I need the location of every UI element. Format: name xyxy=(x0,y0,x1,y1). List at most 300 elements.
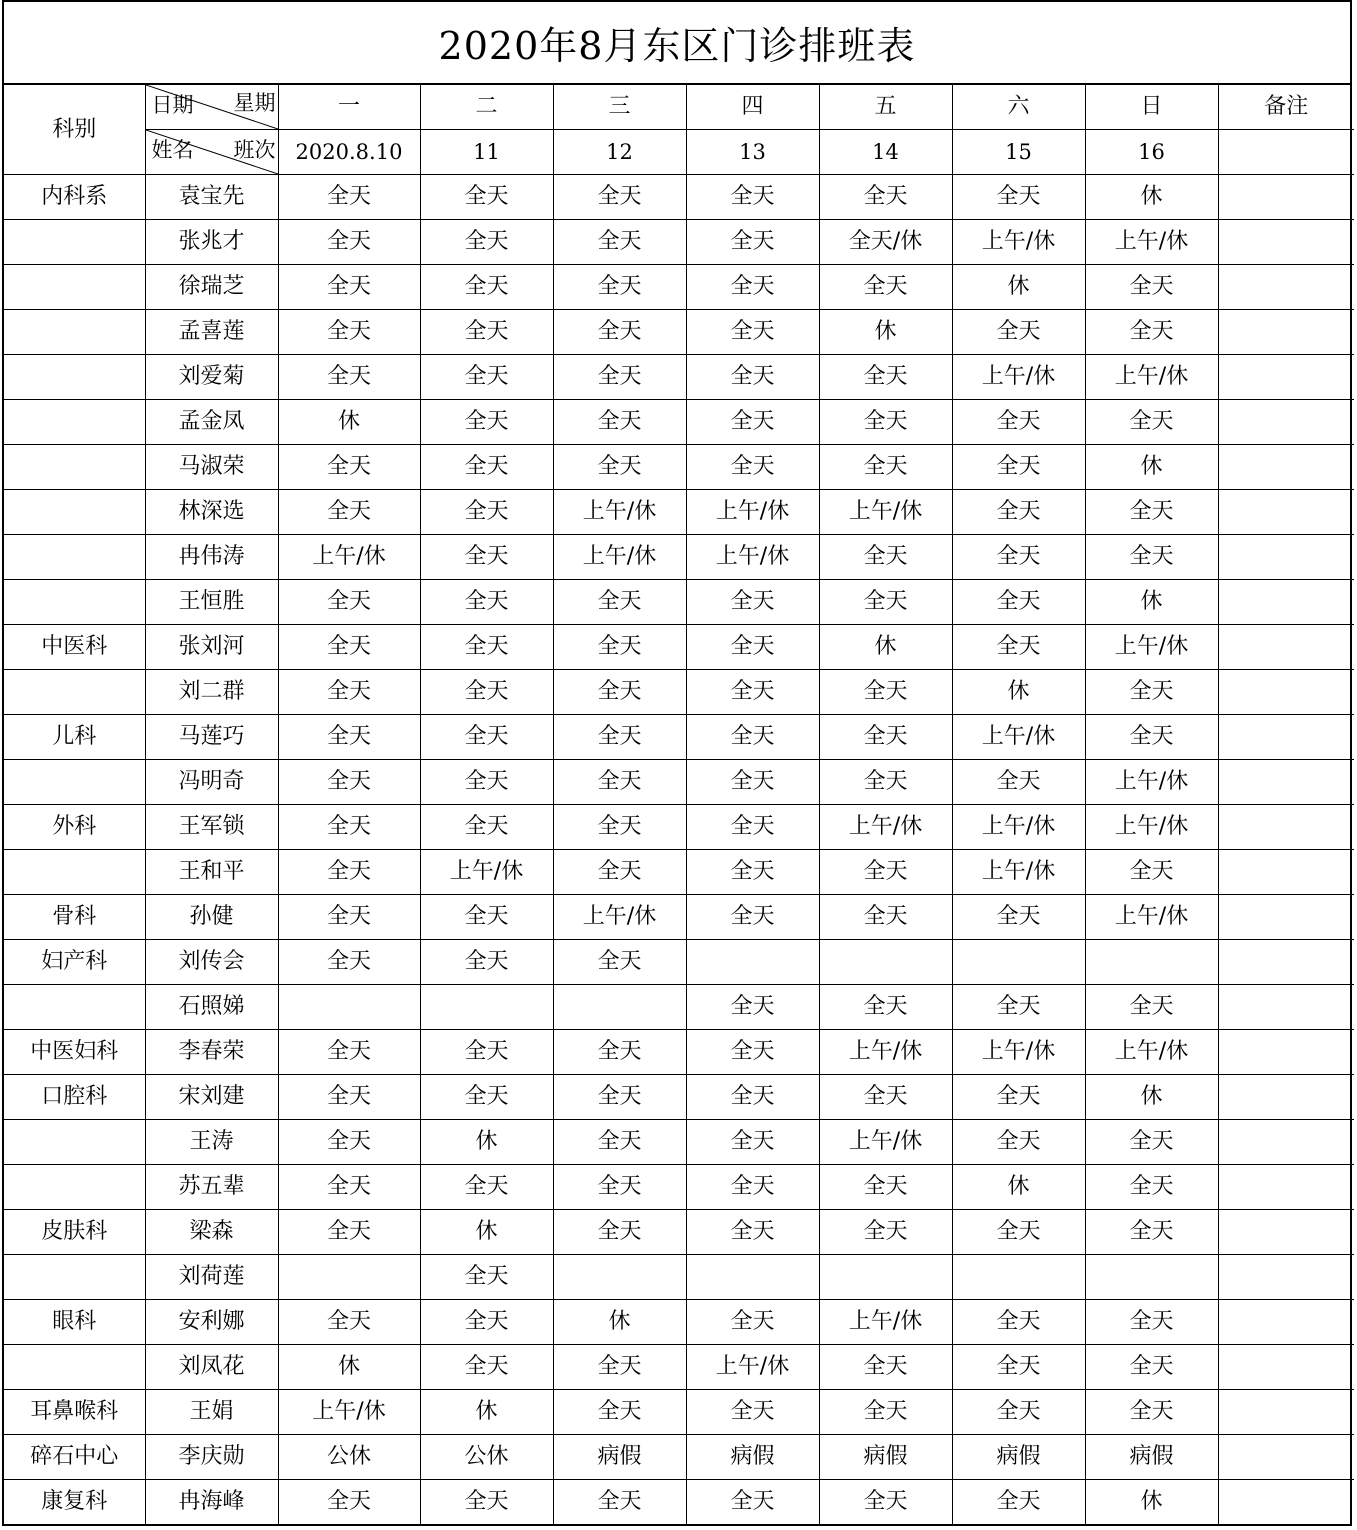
remark-cell xyxy=(1218,805,1354,850)
shift-cell: 病假 xyxy=(686,1435,819,1480)
shift-cell: 全天 xyxy=(420,310,553,355)
dept-cell xyxy=(4,400,145,445)
dept-cell xyxy=(4,1255,145,1300)
shift-cell: 全天 xyxy=(420,670,553,715)
staff-name-cell: 梁森 xyxy=(145,1210,278,1255)
shift-cell: 全天 xyxy=(553,355,686,400)
shift-cell: 休 xyxy=(278,1345,420,1390)
shift-cell: 上午/休 xyxy=(1085,220,1218,265)
shift-cell: 全天 xyxy=(686,265,819,310)
remark-cell xyxy=(1218,355,1354,400)
weekday-header: 二 xyxy=(420,85,553,130)
shift-cell: 上午/休 xyxy=(952,355,1085,400)
staff-name-cell: 孟金凤 xyxy=(145,400,278,445)
shift-cell: 病假 xyxy=(553,1435,686,1480)
dept-cell: 眼科 xyxy=(4,1300,145,1345)
shift-cell xyxy=(686,940,819,985)
shift-cell: 全天 xyxy=(952,1300,1085,1345)
shift-cell: 上午/休 xyxy=(819,490,952,535)
staff-name-cell: 冯明奇 xyxy=(145,760,278,805)
shift-cell: 上午/休 xyxy=(952,1030,1085,1075)
remark-cell xyxy=(1218,445,1354,490)
name-label: 姓名 xyxy=(151,138,194,162)
shift-cell: 全天 xyxy=(686,1075,819,1120)
shift-cell: 上午/休 xyxy=(1085,895,1218,940)
shift-cell: 全天 xyxy=(420,895,553,940)
dept-cell xyxy=(4,355,145,400)
table-row xyxy=(4,1120,1354,1165)
staff-name-cell: 李庆勋 xyxy=(145,1435,278,1480)
shift-cell: 上午/休 xyxy=(1085,760,1218,805)
date-label: 日期 xyxy=(151,93,194,117)
shift-cell: 全天 xyxy=(952,1390,1085,1435)
table-row xyxy=(4,715,1354,760)
shift-cell: 全天 xyxy=(420,265,553,310)
shift-cell: 全天 xyxy=(553,580,686,625)
shift-cell: 全天 xyxy=(686,220,819,265)
staff-name-cell: 石照娣 xyxy=(145,985,278,1030)
staff-name-cell: 刘传会 xyxy=(145,940,278,985)
table-row xyxy=(4,1480,1354,1525)
shift-cell: 全天 xyxy=(278,580,420,625)
table-row xyxy=(4,1255,1354,1300)
shift-cell: 全天 xyxy=(952,625,1085,670)
shift-cell: 全天 xyxy=(420,175,553,220)
shift-cell: 全天 xyxy=(420,940,553,985)
shift-cell: 全天 xyxy=(952,445,1085,490)
shift-cell: 全天 xyxy=(819,175,952,220)
shift-cell: 全天 xyxy=(553,1345,686,1390)
name-shift-header xyxy=(145,130,278,175)
dept-cell: 内科系 xyxy=(4,175,145,220)
shift-cell: 全天 xyxy=(686,175,819,220)
table-row xyxy=(4,175,1354,220)
shift-cell: 全天 xyxy=(686,985,819,1030)
table-row xyxy=(4,355,1354,400)
table-row xyxy=(4,1210,1354,1255)
staff-name-cell: 冉伟涛 xyxy=(145,535,278,580)
shift-cell: 全天 xyxy=(1085,1120,1218,1165)
date-header: 12 xyxy=(553,130,686,175)
shift-cell xyxy=(819,1255,952,1300)
shift-cell: 全天 xyxy=(278,940,420,985)
shift-cell: 休 xyxy=(952,265,1085,310)
shift-cell: 全天 xyxy=(553,1120,686,1165)
staff-name-cell: 林深选 xyxy=(145,490,278,535)
remarks-header-blank xyxy=(1218,130,1354,175)
shift-cell: 全天 xyxy=(553,220,686,265)
shift-cell: 全天 xyxy=(553,760,686,805)
remark-cell xyxy=(1218,1075,1354,1120)
shift-cell: 休 xyxy=(553,1300,686,1345)
dept-cell: 康复科 xyxy=(4,1480,145,1525)
staff-name-cell: 王军锁 xyxy=(145,805,278,850)
remark-cell xyxy=(1218,265,1354,310)
table-row xyxy=(4,1030,1354,1075)
date-header: 15 xyxy=(952,130,1085,175)
shift-cell: 全天 xyxy=(553,940,686,985)
shift-cell: 全天 xyxy=(952,760,1085,805)
shift-cell: 上午/休 xyxy=(686,490,819,535)
shift-cell: 全天 xyxy=(278,1030,420,1075)
shift-cell: 上午/休 xyxy=(278,1390,420,1435)
remark-cell xyxy=(1218,1255,1354,1300)
shift-cell: 全天 xyxy=(686,1300,819,1345)
remark-cell xyxy=(1218,850,1354,895)
remark-cell xyxy=(1218,670,1354,715)
shift-cell: 全天 xyxy=(819,400,952,445)
table-row xyxy=(4,1345,1354,1390)
dept-cell: 耳鼻喉科 xyxy=(4,1390,145,1435)
shift-cell: 全天 xyxy=(278,445,420,490)
staff-name-cell: 马莲巧 xyxy=(145,715,278,760)
shift-cell: 上午/休 xyxy=(553,895,686,940)
staff-name-cell: 刘荷莲 xyxy=(145,1255,278,1300)
staff-name-cell: 孙健 xyxy=(145,895,278,940)
table-row xyxy=(4,850,1354,895)
shift-cell: 全天 xyxy=(1085,1300,1218,1345)
shift-cell: 上午/休 xyxy=(819,1300,952,1345)
shift-cell: 上午/休 xyxy=(553,490,686,535)
shift-cell: 全天 xyxy=(553,805,686,850)
dept-cell: 皮肤科 xyxy=(4,1210,145,1255)
shift-cell: 全天 xyxy=(553,1480,686,1525)
remark-cell xyxy=(1218,1165,1354,1210)
remark-cell xyxy=(1218,940,1354,985)
schedule-table xyxy=(4,85,1354,1524)
shift-cell: 全天 xyxy=(278,625,420,670)
remark-cell xyxy=(1218,1030,1354,1075)
shift-cell: 全天 xyxy=(952,985,1085,1030)
shift-cell xyxy=(553,1255,686,1300)
table-row xyxy=(4,310,1354,355)
shift-cell: 全天 xyxy=(278,805,420,850)
remark-cell xyxy=(1218,1435,1354,1480)
shift-cell: 全天 xyxy=(819,1345,952,1390)
shift-cell: 全天 xyxy=(278,1120,420,1165)
shift-cell: 全天 xyxy=(553,175,686,220)
shift-cell: 上午/休 xyxy=(420,850,553,895)
weekday-label: 星期 xyxy=(233,91,276,115)
shift-cell: 全天 xyxy=(819,535,952,580)
staff-name-cell: 安利娜 xyxy=(145,1300,278,1345)
table-row xyxy=(4,400,1354,445)
shift-cell: 全天 xyxy=(278,175,420,220)
remark-cell xyxy=(1218,580,1354,625)
shift-cell: 全天 xyxy=(420,805,553,850)
dept-cell xyxy=(4,490,145,535)
shift-cell: 全天 xyxy=(686,1210,819,1255)
shift-cell: 公休 xyxy=(278,1435,420,1480)
shift-cell: 全天 xyxy=(819,985,952,1030)
shift-cell: 休 xyxy=(1085,1480,1218,1525)
shift-cell: 全天 xyxy=(819,445,952,490)
shift-cell: 全天 xyxy=(1085,490,1218,535)
shift-cell: 全天 xyxy=(553,1075,686,1120)
table-row xyxy=(4,445,1354,490)
shift-cell: 全天 xyxy=(686,670,819,715)
shift-cell xyxy=(952,940,1085,985)
shift-cell: 全天 xyxy=(952,535,1085,580)
shift-cell: 全天 xyxy=(819,670,952,715)
table-row xyxy=(4,940,1354,985)
shift-cell: 全天 xyxy=(553,265,686,310)
shift-cell xyxy=(278,985,420,1030)
shift-cell: 全天 xyxy=(819,1165,952,1210)
shift-cell: 全天 xyxy=(420,760,553,805)
shift-cell: 休 xyxy=(952,670,1085,715)
remark-cell xyxy=(1218,400,1354,445)
schedule-body xyxy=(4,85,1354,1524)
shift-cell: 上午/休 xyxy=(278,535,420,580)
shift-cell: 全天 xyxy=(952,1120,1085,1165)
shift-cell: 上午/休 xyxy=(1085,1030,1218,1075)
dept-cell xyxy=(4,670,145,715)
dept-cell: 外科 xyxy=(4,805,145,850)
shift-cell: 全天 xyxy=(686,445,819,490)
shift-cell: 全天 xyxy=(819,1390,952,1435)
shift-cell: 全天 xyxy=(278,850,420,895)
dept-cell: 口腔科 xyxy=(4,1075,145,1120)
table-row xyxy=(4,805,1354,850)
shift-cell: 全天 xyxy=(819,355,952,400)
shift-cell: 全天 xyxy=(553,625,686,670)
shift-cell: 全天 xyxy=(278,715,420,760)
shift-cell: 上午/休 xyxy=(952,715,1085,760)
staff-name-cell: 马淑荣 xyxy=(145,445,278,490)
dept-cell: 儿科 xyxy=(4,715,145,760)
date-header: 16 xyxy=(1085,130,1218,175)
dept-cell xyxy=(4,1165,145,1210)
shift-cell: 全天 xyxy=(952,490,1085,535)
remark-cell xyxy=(1218,1480,1354,1525)
shift-cell: 全天 xyxy=(686,805,819,850)
date-header: 11 xyxy=(420,130,553,175)
shift-cell: 全天 xyxy=(420,715,553,760)
table-row xyxy=(4,490,1354,535)
staff-name-cell: 冉海峰 xyxy=(145,1480,278,1525)
table-row xyxy=(4,1075,1354,1120)
shift-cell: 全天 xyxy=(686,1480,819,1525)
shift-cell: 全天 xyxy=(952,1075,1085,1120)
shift-cell: 全天 xyxy=(686,1390,819,1435)
staff-name-cell: 张刘河 xyxy=(145,625,278,670)
table-row xyxy=(4,580,1354,625)
shift-cell: 全天 xyxy=(553,400,686,445)
dept-cell xyxy=(4,985,145,1030)
weekday-header: 五 xyxy=(819,85,952,130)
table-row xyxy=(4,1165,1354,1210)
shift-cell: 全天 xyxy=(686,850,819,895)
shift-cell: 上午/休 xyxy=(686,535,819,580)
shift-cell: 全天 xyxy=(819,1075,952,1120)
remark-cell xyxy=(1218,760,1354,805)
shift-cell: 休 xyxy=(1085,445,1218,490)
shift-cell: 全天 xyxy=(819,715,952,760)
shift-cell: 全天 xyxy=(278,355,420,400)
shift-cell: 休 xyxy=(819,310,952,355)
shift-cell: 全天 xyxy=(1085,715,1218,760)
shift-cell: 休 xyxy=(420,1210,553,1255)
shift-cell: 上午/休 xyxy=(952,805,1085,850)
shift-cell: 全天 xyxy=(686,355,819,400)
table-row xyxy=(4,895,1354,940)
dept-cell xyxy=(4,310,145,355)
shift-cell: 全天 xyxy=(420,535,553,580)
shift-cell xyxy=(952,1255,1085,1300)
weekday-header: 一 xyxy=(278,85,420,130)
staff-name-cell: 李春荣 xyxy=(145,1030,278,1075)
shift-cell: 上午/休 xyxy=(1085,805,1218,850)
shift-cell: 上午/休 xyxy=(553,535,686,580)
shift-cell: 全天 xyxy=(952,400,1085,445)
shift-cell: 全天 xyxy=(686,715,819,760)
remark-cell xyxy=(1218,1120,1354,1165)
staff-name-cell: 袁宝先 xyxy=(145,175,278,220)
shift-cell: 全天 xyxy=(420,580,553,625)
shift-cell: 全天 xyxy=(420,490,553,535)
shift-cell: 休 xyxy=(819,625,952,670)
shift-cell: 全天 xyxy=(278,1165,420,1210)
remark-cell xyxy=(1218,985,1354,1030)
shift-cell: 全天 xyxy=(819,265,952,310)
shift-cell: 全天 xyxy=(278,760,420,805)
shift-cell: 全天 xyxy=(1085,1390,1218,1435)
shift-cell: 全天 xyxy=(278,265,420,310)
table-row xyxy=(4,760,1354,805)
shift-cell: 全天 xyxy=(952,1345,1085,1390)
shift-cell: 休 xyxy=(420,1120,553,1165)
shift-cell: 全天 xyxy=(686,310,819,355)
staff-name-cell: 王恒胜 xyxy=(145,580,278,625)
shift-cell: 全天 xyxy=(952,895,1085,940)
shift-cell: 全天 xyxy=(278,895,420,940)
shift-cell xyxy=(278,1255,420,1300)
table-row xyxy=(4,220,1354,265)
shift-cell: 全天 xyxy=(1085,535,1218,580)
staff-name-cell: 王娟 xyxy=(145,1390,278,1435)
shift-cell: 全天 xyxy=(420,1480,553,1525)
schedule-sheet xyxy=(2,0,1352,1526)
staff-name-cell: 徐瑞芝 xyxy=(145,265,278,310)
shift-cell: 休 xyxy=(952,1165,1085,1210)
shift-cell: 全天 xyxy=(686,1165,819,1210)
weekday-header: 三 xyxy=(553,85,686,130)
shift-cell: 全天 xyxy=(1085,1345,1218,1390)
dept-cell xyxy=(4,265,145,310)
table-row xyxy=(4,1390,1354,1435)
shift-cell: 全天 xyxy=(553,445,686,490)
table-row xyxy=(4,1300,1354,1345)
shift-cell: 全天 xyxy=(420,445,553,490)
shift-cell: 全天 xyxy=(278,1300,420,1345)
shift-cell: 全天 xyxy=(278,670,420,715)
shift-cell: 全天 xyxy=(1085,265,1218,310)
remark-cell xyxy=(1218,310,1354,355)
shift-cell: 全天 xyxy=(1085,400,1218,445)
shift-cell: 上午/休 xyxy=(1085,355,1218,400)
shift-cell: 全天 xyxy=(553,1030,686,1075)
shift-cell: 上午/休 xyxy=(1085,625,1218,670)
shift-cell: 病假 xyxy=(952,1435,1085,1480)
shift-cell xyxy=(819,940,952,985)
date-header: 2020.8.10 xyxy=(278,130,420,175)
header-row-date xyxy=(4,130,1354,175)
shift-cell: 全天 xyxy=(278,220,420,265)
weekday-header: 六 xyxy=(952,85,1085,130)
shift-cell: 全天 xyxy=(819,850,952,895)
remark-cell xyxy=(1218,1345,1354,1390)
staff-name-cell: 张兆才 xyxy=(145,220,278,265)
dept-cell: 碎石中心 xyxy=(4,1435,145,1480)
shift-cell: 全天 xyxy=(1085,985,1218,1030)
shift-cell: 休 xyxy=(420,1390,553,1435)
shift-cell: 全天 xyxy=(1085,310,1218,355)
shift-cell: 上午/休 xyxy=(819,805,952,850)
remark-cell xyxy=(1218,220,1354,265)
shift-cell: 全天 xyxy=(1085,1165,1218,1210)
shift-cell: 全天 xyxy=(420,1255,553,1300)
shift-cell: 全天 xyxy=(1085,850,1218,895)
shift-cell: 全天 xyxy=(553,670,686,715)
shift-cell: 全天 xyxy=(819,1480,952,1525)
shift-cell xyxy=(1085,940,1218,985)
shift-cell: 休 xyxy=(278,400,420,445)
remark-cell xyxy=(1218,490,1354,535)
shift-cell: 全天 xyxy=(420,625,553,670)
table-row xyxy=(4,985,1354,1030)
dept-cell xyxy=(4,1345,145,1390)
shift-cell: 上午/休 xyxy=(819,1120,952,1165)
shift-cell xyxy=(420,985,553,1030)
shift-cell: 全天 xyxy=(278,1075,420,1120)
shift-cell: 全天 xyxy=(278,1210,420,1255)
shift-cell: 全天 xyxy=(952,1480,1085,1525)
table-row xyxy=(4,1435,1354,1480)
shift-cell: 全天 xyxy=(420,1165,553,1210)
weekday-header: 日 xyxy=(1085,85,1218,130)
shift-cell: 全天 xyxy=(553,715,686,760)
shift-cell: 全天 xyxy=(952,1210,1085,1255)
table-row xyxy=(4,670,1354,715)
dept-cell xyxy=(4,850,145,895)
staff-name-cell: 王涛 xyxy=(145,1120,278,1165)
shift-cell: 全天 xyxy=(686,580,819,625)
staff-name-cell: 孟喜莲 xyxy=(145,310,278,355)
dept-cell: 妇产科 xyxy=(4,940,145,985)
shift-cell: 上午/休 xyxy=(819,1030,952,1075)
header-row-weekday xyxy=(4,85,1354,130)
remark-cell xyxy=(1218,625,1354,670)
shift-cell: 全天 xyxy=(686,1030,819,1075)
dept-cell: 中医科 xyxy=(4,625,145,670)
shift-cell: 全天 xyxy=(686,1120,819,1165)
table-row xyxy=(4,625,1354,670)
page-title: 2020年8月东区门诊排班表 xyxy=(4,2,1350,85)
table-row xyxy=(4,265,1354,310)
dept-cell xyxy=(4,220,145,265)
date-header: 13 xyxy=(686,130,819,175)
shift-cell: 全天 xyxy=(420,220,553,265)
dept-cell xyxy=(4,760,145,805)
shift-cell: 全天 xyxy=(819,895,952,940)
dept-cell xyxy=(4,580,145,625)
shift-cell: 上午/休 xyxy=(686,1345,819,1390)
shift-cell: 全天 xyxy=(553,850,686,895)
shift-cell: 全天 xyxy=(952,310,1085,355)
date-header: 14 xyxy=(819,130,952,175)
shift-cell: 全天/休 xyxy=(819,220,952,265)
